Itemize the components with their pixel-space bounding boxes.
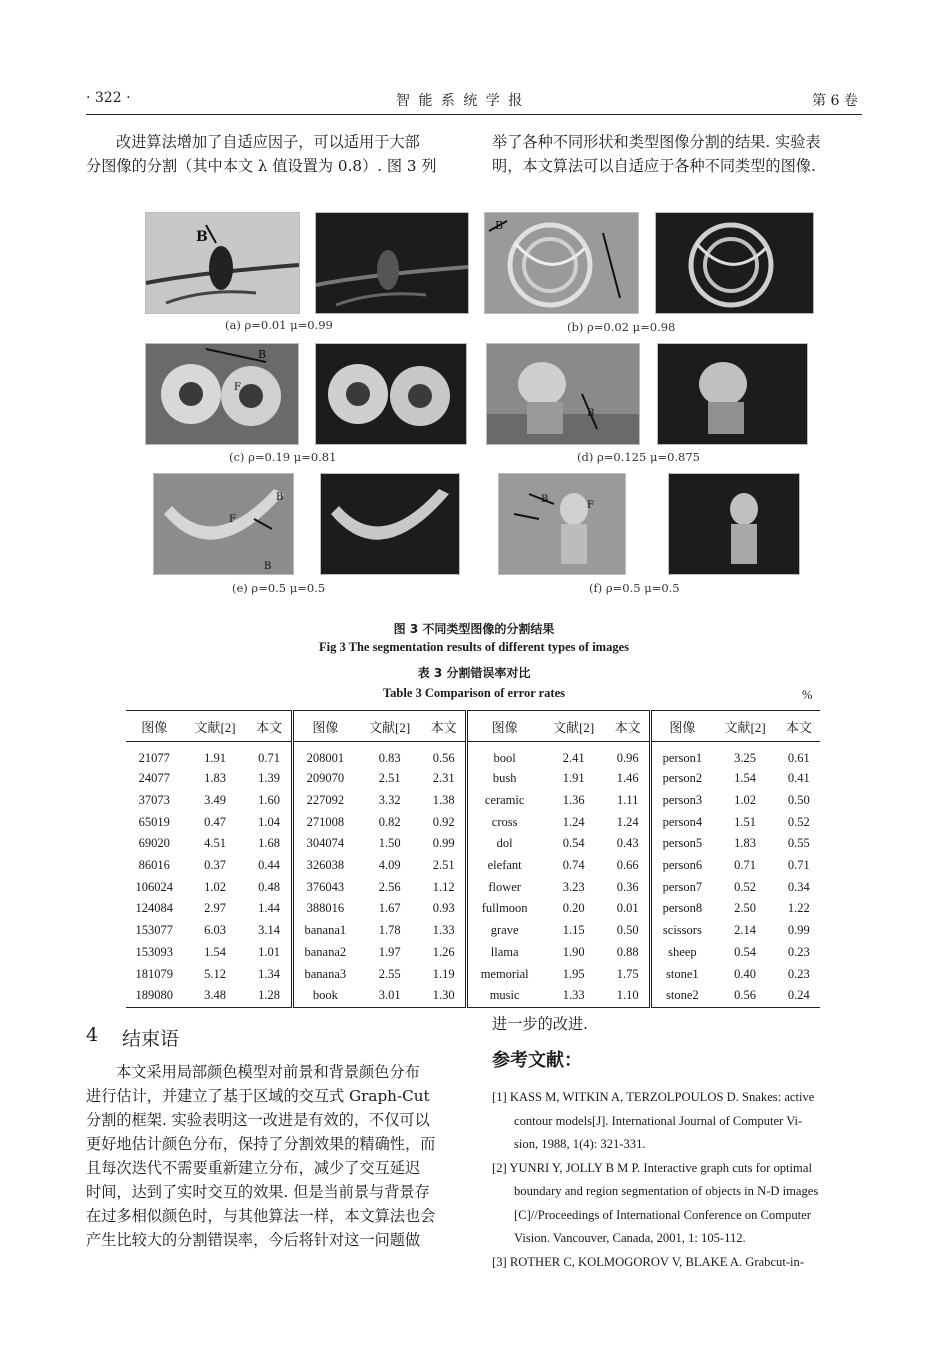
- table-cell: 1.28: [248, 985, 292, 1007]
- table-cell: 0.47: [204, 814, 226, 829]
- table-cell: 106024: [135, 879, 173, 894]
- stroke-label: B: [541, 494, 549, 505]
- header-rule: [86, 114, 862, 115]
- table-cell: 1.67: [378, 901, 401, 916]
- table-cell: 0.23: [787, 966, 810, 981]
- table-cell: 0.50: [606, 920, 650, 942]
- table-cell: 4.09: [378, 858, 401, 873]
- text-line: 分割的框架. 实验表明这一改进是有效的，不仅可以: [86, 1111, 430, 1129]
- text-line: 进行估计，并建立了基于区域的交互式 Graph-Cut: [86, 1087, 430, 1105]
- journal-name: 智 能 系 统 学 报: [396, 93, 525, 109]
- table-cell: 0.48: [248, 876, 292, 898]
- stroke-label: F: [229, 514, 236, 525]
- page-number: · 322 ·: [86, 90, 131, 106]
- table-cell: music: [467, 985, 541, 1007]
- table-cell: 2.56: [378, 879, 401, 894]
- table-cell: 1.02: [204, 879, 226, 894]
- table-cell: 0.24: [778, 985, 820, 1007]
- col-header: 本文: [422, 711, 466, 742]
- table-cell: flower: [488, 879, 521, 894]
- reference-line: [1] KASS M, WITKIN A, TERZOLPOULOS D. Snakes: active: [492, 1090, 815, 1104]
- table-cell: banana2: [304, 944, 347, 959]
- table-cell: 388016: [306, 901, 345, 916]
- table-cell: 1.38: [422, 790, 466, 812]
- table-cell: 3.23: [562, 879, 585, 894]
- references-list: [492, 1086, 818, 1274]
- table-cell: 208001: [306, 750, 345, 765]
- reference-line: boundary and region segmentation of objects in N-D images: [514, 1184, 819, 1198]
- figure-caption-cn: 图 3 不同类型图像的分割结果: [393, 622, 555, 636]
- table-cell: 181079: [135, 966, 173, 981]
- table-cell: grave: [490, 923, 519, 938]
- table-cell: 1.04: [248, 811, 292, 833]
- stroke-label: B: [258, 348, 267, 361]
- table-cell: 0.92: [422, 811, 466, 833]
- table-unit: %: [802, 688, 813, 702]
- table-row: [126, 811, 820, 833]
- table-cell: 0.93: [422, 898, 466, 920]
- table-cell: 2.14: [734, 923, 757, 938]
- figure-a-input-image: [145, 212, 300, 314]
- text-line: 产生比较大的分割错误率，今后将针对这一问题做: [86, 1231, 421, 1249]
- table-cell: 0.71: [787, 858, 810, 873]
- reference-line: contour models[J]. International Journal of Computer Vi-: [514, 1113, 803, 1128]
- table-cell: 1.78: [378, 923, 401, 938]
- table-cell: 304074: [306, 836, 345, 851]
- table-cell: 0.83: [378, 750, 401, 765]
- table-cell: ceramic: [484, 793, 525, 808]
- table-cell: 0.37: [204, 858, 226, 873]
- table-cell: 2.51: [378, 771, 401, 786]
- stroke-label: B: [264, 561, 272, 572]
- table-cell: 0.52: [787, 814, 810, 829]
- col-header: 本文: [778, 711, 820, 742]
- table-cell: 0.23: [787, 944, 810, 959]
- col-header: 图像: [126, 711, 183, 742]
- table-cell: elefant: [487, 858, 522, 873]
- table-cell: 21077: [138, 750, 170, 765]
- figure-a-result-image: [315, 212, 469, 314]
- table-cell: 0.43: [606, 833, 650, 855]
- col-header: 本文: [248, 711, 292, 742]
- table-cell: 1.68: [248, 833, 292, 855]
- table-cell: 1.95: [562, 966, 585, 981]
- table-cell: 0.52: [734, 879, 757, 894]
- table-cell: 3.14: [248, 920, 292, 942]
- table-cell: 1.51: [734, 814, 757, 829]
- table-cell: person8: [662, 901, 703, 916]
- table-cell: 37073: [138, 793, 170, 808]
- table-cell: 69020: [138, 836, 170, 851]
- col-header: 文献[2]: [713, 711, 778, 742]
- text-line: 本文采用局部颜色模型对前景和背景颜色分布: [116, 1063, 420, 1081]
- table-cell: 0.74: [562, 858, 585, 873]
- col-header: 图像: [651, 711, 713, 742]
- table-cell: 0.41: [787, 771, 810, 786]
- table-caption-cn: 表 3 分割错误率对比: [417, 666, 531, 680]
- stroke-label: B: [276, 492, 284, 503]
- text-line: 明，本文算法可以自适应于各种不同类型的图像.: [492, 157, 816, 175]
- table-cell: 0.54: [734, 944, 757, 959]
- table-cell: 5.12: [204, 966, 226, 981]
- table-cell: 0.56: [422, 742, 466, 769]
- table-cell: book: [292, 985, 357, 1007]
- col-header: 图像: [467, 711, 541, 742]
- stroke-label: B: [495, 219, 504, 232]
- table-cell: 1.15: [562, 923, 585, 938]
- table-cell: sheep: [668, 944, 697, 959]
- section-number: 4: [86, 1024, 99, 1046]
- table-cell: 2.41: [562, 750, 585, 765]
- table-row: [126, 742, 820, 769]
- table-cell: 0.20: [562, 901, 585, 916]
- table-cell: 1.90: [562, 944, 585, 959]
- section-title: 结束语: [122, 1028, 180, 1050]
- table-cell: person5: [662, 836, 703, 851]
- figure-d-result-image: [657, 343, 808, 445]
- table-cell: 0.50: [787, 793, 810, 808]
- table-cell: 1.10: [606, 985, 650, 1007]
- table-cell: 1.24: [606, 811, 650, 833]
- table-cell: 3.49: [204, 793, 226, 808]
- table-cell: 271008: [306, 814, 345, 829]
- table-cell: 2.55: [378, 966, 401, 981]
- col-header: 文献[2]: [183, 711, 248, 742]
- table-cell: person2: [662, 771, 703, 786]
- table-row: [126, 963, 820, 985]
- figure-f-input-image: [498, 473, 626, 575]
- table-cell: 0.54: [562, 836, 585, 851]
- table-cell: 1.46: [606, 768, 650, 790]
- table-cell: 1.44: [248, 898, 292, 920]
- table-row: [126, 768, 820, 790]
- table-cell: 227092: [306, 793, 345, 808]
- table-cell: 4.51: [204, 836, 226, 851]
- table-cell: bush: [492, 771, 517, 786]
- table-cell: 1.26: [422, 942, 466, 964]
- table-cell: 1.60: [248, 790, 292, 812]
- table-cell: 326038: [306, 858, 345, 873]
- table-cell: 1.50: [378, 836, 401, 851]
- figure-b-input-image: [484, 212, 639, 314]
- intro-right-column: [492, 130, 821, 178]
- subcaption-a: (a) ρ=0.01 μ=0.99: [225, 318, 333, 332]
- subcaption-e: (e) ρ=0.5 μ=0.5: [232, 581, 326, 595]
- table-cell: 153077: [135, 923, 173, 938]
- table-cell: 1.54: [734, 771, 757, 786]
- table-cell: banana1: [304, 923, 347, 938]
- table-cell: 1.97: [378, 944, 401, 959]
- reference-line: sion, 1988, 1(4): 321-331.: [514, 1137, 646, 1151]
- table-cell: 1.91: [204, 750, 226, 765]
- table-cell: 1.83: [734, 836, 757, 851]
- table-cell: 0.71: [734, 858, 757, 873]
- error-rate-table: [126, 710, 820, 1008]
- table-cell: scissors: [662, 923, 702, 938]
- table-cell: 0.56: [713, 985, 778, 1007]
- figure-e-result-image: [320, 473, 460, 575]
- figure-d-input-image: [486, 343, 640, 445]
- table-cell: 86016: [138, 858, 170, 873]
- table-cell: stone1: [666, 966, 699, 981]
- table-cell: 1.33: [541, 985, 606, 1007]
- table-cell: 1.22: [787, 901, 810, 916]
- text-line: 更好地估计颜色分布，保持了分割效果的精确性，而: [86, 1135, 436, 1153]
- table-cell: 189080: [126, 985, 183, 1007]
- table-cell: person7: [662, 879, 703, 894]
- table-cell: 0.66: [606, 855, 650, 877]
- table-cell: fullmoon: [481, 901, 528, 916]
- table-cell: 1.02: [734, 793, 757, 808]
- table-cell: 0.40: [734, 966, 757, 981]
- table-caption-en: Table 3 Comparison of error rates: [382, 686, 566, 700]
- table-cell: 1.75: [606, 963, 650, 985]
- table-cell: 3.01: [357, 985, 422, 1007]
- figure-c-result-image: [315, 343, 467, 445]
- table-cell: 0.36: [606, 876, 650, 898]
- subcaption-b: (b) ρ=0.02 μ=0.98: [567, 320, 676, 334]
- table-cell: 1.30: [422, 985, 466, 1007]
- table-row: [126, 898, 820, 920]
- table-row: [126, 855, 820, 877]
- table-cell: 2.50: [734, 901, 757, 916]
- table-cell: 2.97: [204, 901, 226, 916]
- text-line: 举了各种不同形状和类型图像分割的结果. 实验表: [492, 133, 821, 151]
- table-row: [126, 920, 820, 942]
- table-row: [126, 942, 820, 964]
- text-line: 且每次迭代不需要重新建立分布，减少了交互延迟: [86, 1159, 421, 1177]
- stroke-label: B: [196, 229, 208, 245]
- table-row: [126, 790, 820, 812]
- table-cell: banana3: [304, 966, 347, 981]
- table-row: [126, 876, 820, 898]
- stroke-label: B: [587, 408, 595, 419]
- figure-caption-en: Fig 3 The segmentation results of different types of images: [318, 640, 630, 654]
- table-cell: 65019: [138, 814, 170, 829]
- subcaption-c: (c) ρ=0.19 μ=0.81: [229, 450, 337, 464]
- table-cell: 1.19: [422, 963, 466, 985]
- table-cell: 0.96: [606, 742, 650, 769]
- table-cell: 1.24: [562, 814, 585, 829]
- stroke-label: F: [234, 382, 241, 393]
- table-cell: 3.25: [734, 750, 757, 765]
- table-cell: 0.44: [248, 855, 292, 877]
- table-cell: 153093: [135, 944, 173, 959]
- table-cell: cross: [491, 814, 518, 829]
- text-line: 时间，达到了实时交互的效果. 但是当前景与背景存: [86, 1183, 430, 1201]
- text-line: 改进算法增加了自适应因子，可以适用于大部: [116, 133, 420, 151]
- table-cell: 0.82: [378, 814, 401, 829]
- figure-e-input-image: [153, 473, 294, 575]
- table-cell: 6.03: [204, 923, 226, 938]
- col-header: 文献[2]: [357, 711, 422, 742]
- table-cell: 376043: [306, 879, 345, 894]
- table-cell: dol: [496, 836, 513, 851]
- table-cell: person4: [662, 814, 703, 829]
- table-cell: 1.33: [422, 920, 466, 942]
- reference-line: [C]//Proceedings of International Conference on Computer: [514, 1207, 811, 1222]
- reference-line: Vision. Vancouver, Canada, 2001, 1: 105-112.: [514, 1231, 746, 1245]
- table-cell: 1.39: [248, 768, 292, 790]
- table-cell: memorial: [480, 966, 529, 981]
- table-row: [126, 985, 820, 1007]
- table-cell: 3.32: [378, 793, 401, 808]
- figure-c-input-image: [145, 343, 299, 445]
- references-title: 参考文献：: [492, 1050, 582, 1071]
- table-cell: person6: [662, 858, 703, 873]
- table-cell: person1: [662, 750, 703, 765]
- subcaption-f: (f) ρ=0.5 μ=0.5: [589, 581, 680, 595]
- table-cell: 1.11: [606, 790, 650, 812]
- table-cell: 1.01: [248, 942, 292, 964]
- text-line: 在过多相似颜色时，与其他算法一样，本文算法也会: [86, 1207, 436, 1225]
- table-cell: stone2: [651, 985, 713, 1007]
- col-header: 文献[2]: [541, 711, 606, 742]
- table-cell: 1.36: [562, 793, 585, 808]
- intro-left-column: [86, 130, 437, 178]
- table-row: [126, 833, 820, 855]
- table-cell: 0.34: [787, 879, 810, 894]
- stroke-label: F: [587, 500, 594, 511]
- figure-b-result-image: [655, 212, 814, 314]
- table-cell: 2.51: [422, 855, 466, 877]
- table-cell: 3.48: [183, 985, 248, 1007]
- table-cell: person3: [662, 793, 703, 808]
- table-cell: 0.71: [248, 742, 292, 769]
- table-cell: 0.61: [787, 750, 810, 765]
- table-cell: 0.55: [787, 836, 810, 851]
- table-cell: 2.31: [422, 768, 466, 790]
- table-cell: 1.54: [204, 944, 226, 959]
- text-line: 分图像的分割（其中本文 λ 值设置为 0.8）. 图 3 列: [86, 157, 437, 175]
- table-cell: 0.99: [422, 833, 466, 855]
- col-header: 图像: [292, 711, 357, 742]
- table-cell: 1.34: [248, 963, 292, 985]
- table-cell: bool: [493, 750, 516, 765]
- table-cell: 1.12: [422, 876, 466, 898]
- conclusion-paragraph: [86, 1060, 435, 1252]
- subcaption-d: (d) ρ=0.125 μ=0.875: [577, 450, 700, 464]
- conclusion-continuation: 进一步的改进.: [492, 1015, 588, 1033]
- figure-f-result-image: [668, 473, 800, 575]
- table-cell: 1.83: [204, 771, 226, 786]
- reference-line: [3] ROTHER C, KOLMOGOROV V, BLAKE A. Grabcut-in-: [492, 1254, 805, 1269]
- table-cell: 124084: [135, 901, 173, 916]
- table-cell: 209070: [306, 771, 345, 786]
- volume-label: 第 6 卷: [812, 93, 858, 109]
- reference-line: [2] YUNRI Y, JOLLY B M P. Interactive graph cuts for optimal: [492, 1160, 812, 1175]
- table-cell: 0.99: [787, 923, 810, 938]
- col-header: 本文: [606, 711, 650, 742]
- table-cell: 24077: [138, 771, 170, 786]
- table-cell: 0.01: [606, 898, 650, 920]
- table-cell: 1.91: [562, 771, 585, 786]
- table-header-row: [126, 711, 820, 742]
- table-cell: 0.88: [606, 942, 650, 964]
- table-cell: llama: [490, 944, 519, 959]
